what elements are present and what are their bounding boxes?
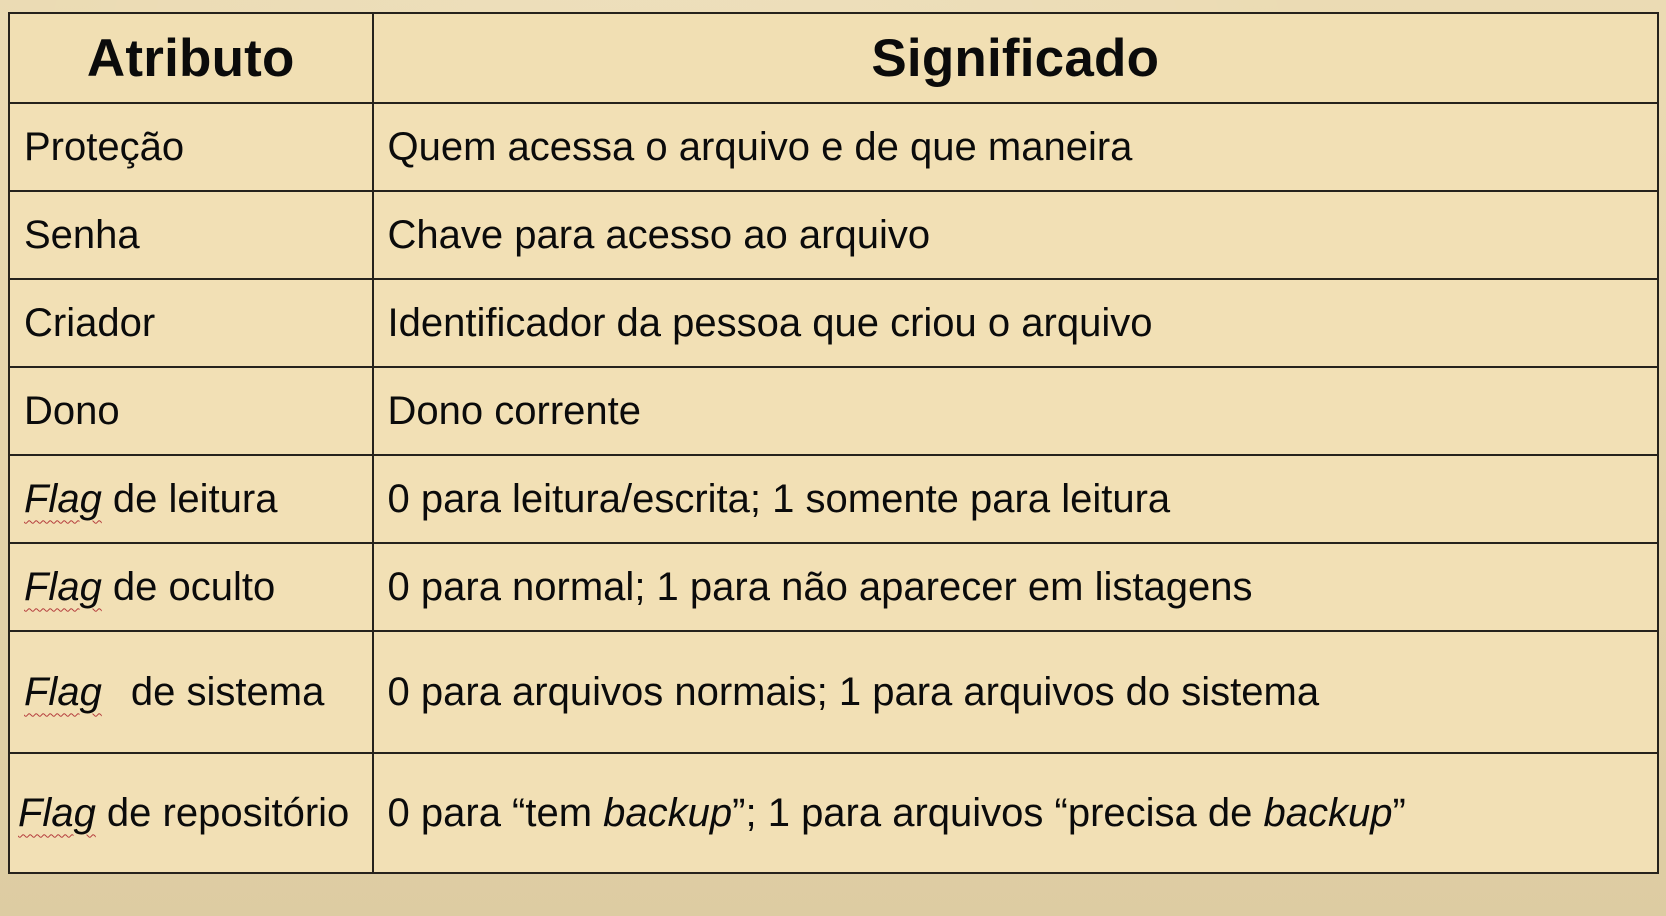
meaning-cell: 0 para leitura/escrita; 1 somente para leitura [373, 455, 1658, 543]
table-row [9, 753, 1658, 873]
attribute-suffix: de repositório [95, 790, 350, 835]
meaning-cell: 0 para arquivos normais; 1 para arquivos do sistema [373, 631, 1658, 753]
meaning-cell: Quem acessa o arquivo e de que maneira [373, 103, 1658, 191]
table-row [9, 279, 1658, 367]
meaning-cell: Chave para acesso ao arquivo [373, 191, 1658, 279]
meaning-cell: Dono corrente [373, 367, 1658, 455]
table-row [9, 543, 1658, 631]
attribute-table [8, 12, 1659, 874]
table-header-row [9, 13, 1658, 103]
table-row [9, 631, 1658, 753]
attribute-cell [9, 455, 373, 543]
column-header-attribute: Atributo [9, 13, 373, 103]
flag-term: Flag [24, 564, 102, 609]
meaning-part: ” [1392, 790, 1406, 835]
attribute-cell: Dono [9, 367, 373, 455]
meaning-part: ”; 1 para arquivos “precisa de [732, 790, 1264, 835]
meaning-part-italic: backup [603, 790, 733, 835]
table-row [9, 103, 1658, 191]
column-header-meaning: Significado [373, 13, 1658, 103]
table-row [9, 455, 1658, 543]
attribute-suffix: de leitura [101, 476, 278, 521]
table-row [9, 191, 1658, 279]
meaning-cell: Identificador da pessoa que criou o arquivo [373, 279, 1658, 367]
attribute-suffix: de sistema [119, 669, 325, 714]
meaning-cell: 0 para normal; 1 para não aparecer em listagens [373, 543, 1658, 631]
attribute-cell [9, 543, 373, 631]
flag-term: Flag [24, 476, 102, 521]
attribute-cell: Senha [9, 191, 373, 279]
attribute-cell [9, 753, 373, 873]
flag-term: Flag [24, 669, 102, 714]
flag-term: Flag [18, 790, 96, 835]
attribute-cell [9, 631, 373, 753]
attribute-suffix: de oculto [101, 564, 276, 609]
attribute-cell: Proteção [9, 103, 373, 191]
meaning-part: 0 para “tem [387, 790, 604, 835]
meaning-part-italic: backup [1263, 790, 1393, 835]
attribute-cell: Criador [9, 279, 373, 367]
table-row [9, 367, 1658, 455]
meaning-cell [373, 753, 1658, 873]
